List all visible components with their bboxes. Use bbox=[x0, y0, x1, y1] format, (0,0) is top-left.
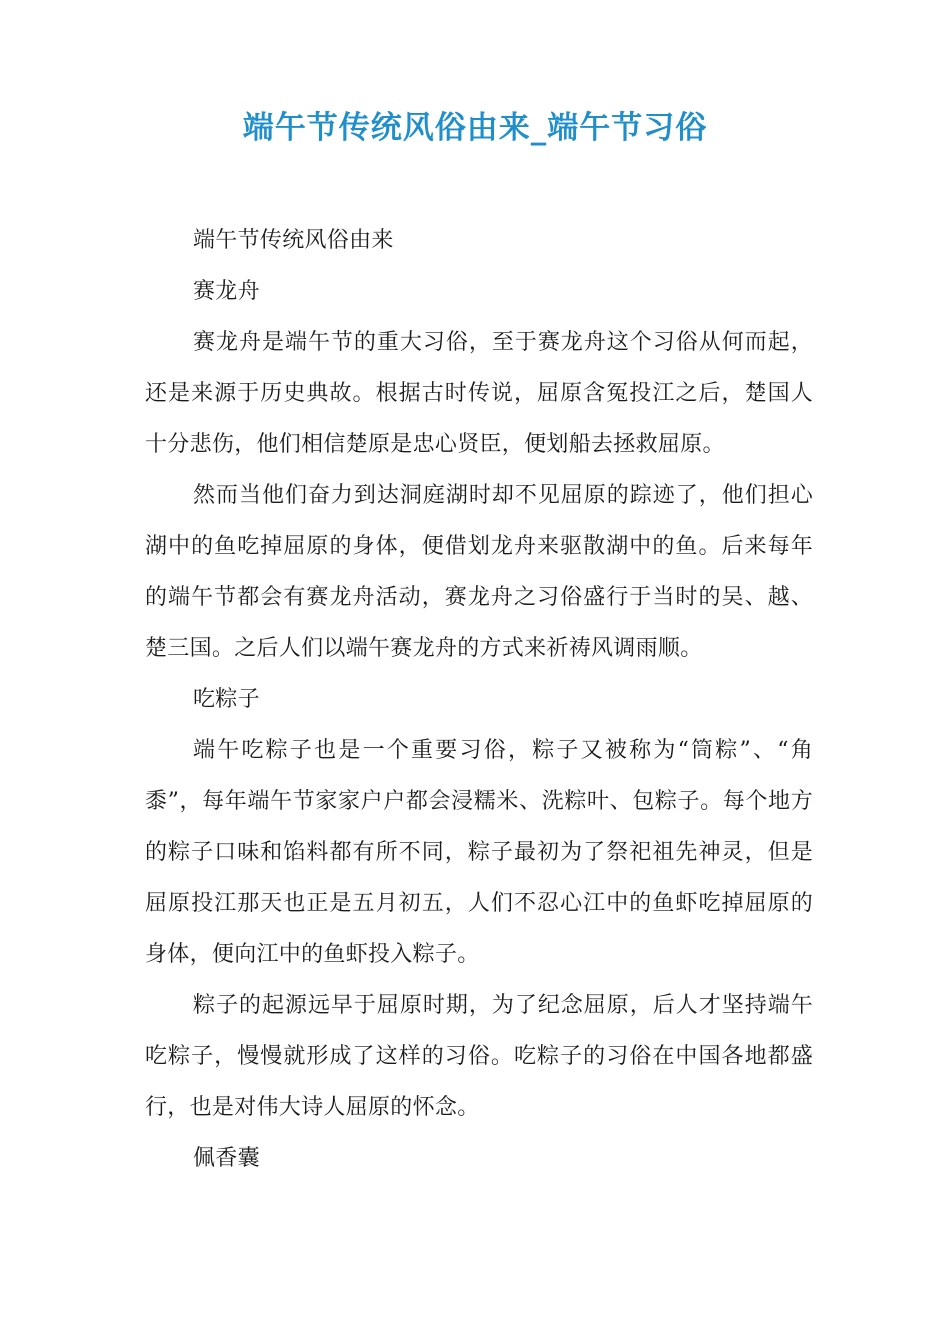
paragraph: 端午吃粽子也是一个重要习俗，粽子又被称为“筒粽”、“角黍”，每年端午节家家户户都会浸糯米、洗粽叶、包粽子。每个地方的粽子口味和馅料都有所不同，粽子最初为了祭祀祖先神灵，但是屈原投江那天也正是五月初五，人们不忍心江中的鱼虾吃掉屈原的身体，便向江中的鱼虾投入粽子。 bbox=[145, 738, 813, 967]
section-heading: 端午节传统风俗由来 bbox=[193, 228, 394, 253]
subheading-zongzi: 吃粽子 bbox=[193, 687, 260, 712]
paragraph: 粽子的起源远早于屈原时期，为了纪念屈原，后人才坚持端午吃粽子，慢慢就形成了这样的习俗。吃粽子的习俗在中国各地都盛行，也是对伟大诗人屈原的怀念。 bbox=[145, 993, 813, 1120]
paragraph: 赛龙舟是端午节的重大习俗，至于赛龙舟这个习俗从何而起，还是来源于历史典故。根据古时传说，屈原含冤投江之后，楚国人十分悲伤，他们相信楚原是忠心贤臣，便划船去拯救屈原。 bbox=[145, 330, 813, 457]
paragraph: 然而当他们奋力到达洞庭湖时却不见屈原的踪迹了，他们担心湖中的鱼吃掉屈原的身体，便借划龙舟来驱散湖中的鱼。后来每年的端午节都会有赛龙舟活动，赛龙舟之习俗盛行于当时的吴、越、楚三国。之后人们以端午赛龙舟的方式来祈祷风调雨顺。 bbox=[145, 483, 813, 661]
document-body bbox=[145, 215, 813, 1184]
subheading-sachet: 佩香囊 bbox=[193, 1146, 260, 1171]
subheading-dragon-boat: 赛龙舟 bbox=[193, 279, 260, 304]
document-title: 端午节传统风俗由来_端午节习俗 bbox=[242, 110, 708, 146]
